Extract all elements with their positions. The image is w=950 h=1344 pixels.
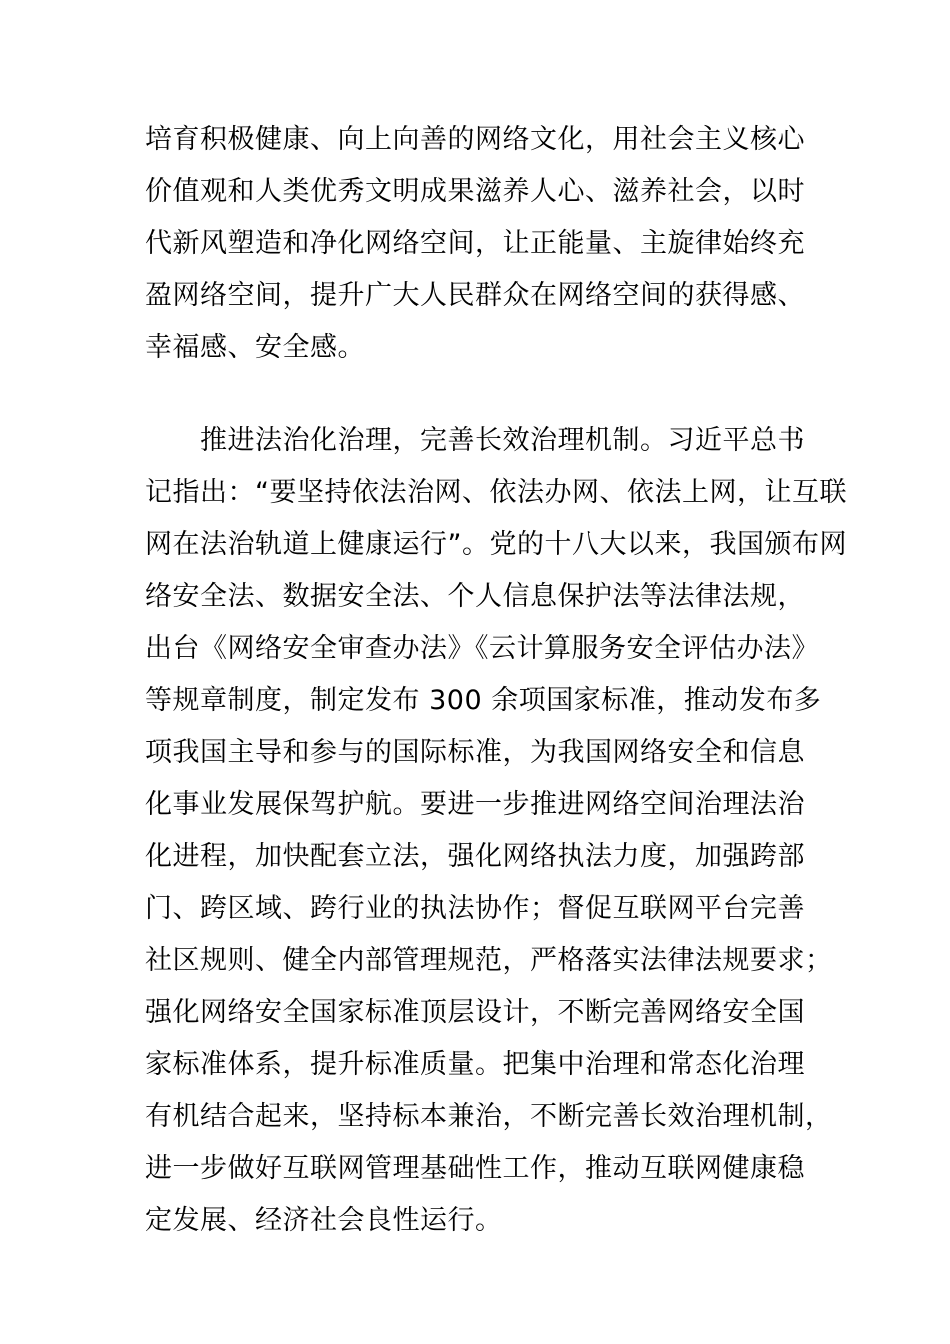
paragraph-2-line-3: 网在法治轨道上健康运行”。党的十八大以来，我国颁布网 xyxy=(145,529,847,560)
paragraph-2-line-7: 项我国主导和参与的国际标准，为我国网络安全和信息 xyxy=(145,737,805,768)
paragraph-2-line-1: 推进法治化治理，完善长效治理机制。习近平总书 xyxy=(200,425,805,456)
paragraph-2-line-10: 门、跨区域、跨行业的执法协作；督促互联网平台完善 xyxy=(145,893,805,924)
paragraph-2-line-11: 社区规则、健全内部管理规范，严格落实法律法规要求； xyxy=(145,945,833,976)
paragraph-2-line-9: 化进程，加快配套立法，强化网络执法力度，加强跨部 xyxy=(145,841,805,872)
paragraph-1-line-5: 幸福感、安全感。 xyxy=(145,332,365,363)
paragraph-1-line-1: 培育积极健康、向上向善的网络文化，用社会主义核心 xyxy=(145,124,805,155)
paragraph-2-line-4: 络安全法、数据安全法、个人信息保护法等法律法规， xyxy=(145,581,805,612)
paragraph-2-line-6: 等规章制度，制定发布 300 余项国家标准，推动发布多 xyxy=(145,685,822,716)
paragraph-2-line-13: 家标准体系，提升标准质量。把集中治理和常态化治理 xyxy=(145,1049,805,1080)
paragraph-2-line-14: 有机结合起来，坚持标本兼治，不断完善长效治理机制， xyxy=(145,1101,833,1132)
paragraph-1-line-3: 代新风塑造和净化网络空间，让正能量、主旋律始终充 xyxy=(145,228,805,259)
paragraph-2-line-15: 进一步做好互联网管理基础性工作，推动互联网健康稳 xyxy=(145,1153,805,1184)
paragraph-2-line-2: 记指出：“要坚持依法治网、依法办网、依法上网，让互联 xyxy=(145,477,847,508)
paragraph-1-line-2: 价值观和人类优秀文明成果滋养人心、滋养社会，以时 xyxy=(145,176,805,207)
paragraph-2-line-16: 定发展、经济社会良性运行。 xyxy=(145,1205,503,1236)
paragraph-2-line-8: 化事业发展保驾护航。要进一步推进网络空间治理法治 xyxy=(145,789,805,820)
paragraph-2-line-5: 出台《网络安全审查办法》《云计算服务安全评估办法》 xyxy=(145,633,819,664)
paragraph-2-line-12: 强化网络安全国家标准顶层设计，不断完善网络安全国 xyxy=(145,997,805,1028)
paragraph-1-line-4: 盈网络空间，提升广大人民群众在网络空间的获得感、 xyxy=(145,280,805,311)
